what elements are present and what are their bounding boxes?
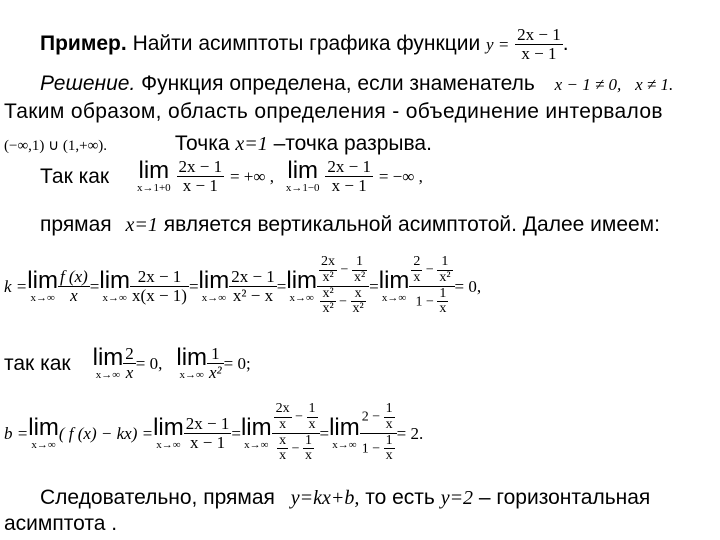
vertical-eq: x=1 [125, 214, 158, 236]
conclusion-text-4: асимптота . [4, 512, 118, 535]
sub-den: x² [439, 269, 451, 285]
frac-num: 2x − 1 [185, 413, 230, 433]
func-fraction [515, 26, 563, 63]
vertical-pre: прямая [40, 213, 112, 236]
sub-den: x [279, 416, 287, 432]
limit-left-result: = −∞ , [378, 166, 423, 186]
frac-den [317, 287, 369, 317]
lim-sub: x→1−0 [285, 181, 320, 194]
limit-right-result: = +∞ , [229, 166, 274, 186]
frac-den: x [125, 362, 134, 382]
lim-sub: x→∞ [332, 438, 357, 451]
lim-sub: x→1+0 [136, 181, 171, 194]
sub-num: 2x [321, 254, 336, 270]
sub-num: 1 [437, 255, 452, 271]
lim-word: lim [99, 266, 131, 294]
k-lim-5 [378, 266, 410, 304]
frac-den: x − 1 [190, 432, 226, 452]
lim-sub: x→∞ [381, 291, 407, 304]
b-lim-4 [329, 413, 360, 451]
frac-den: x [70, 285, 78, 305]
sub-num: 2x [275, 401, 290, 417]
frac-den: x − 1 [182, 175, 218, 195]
lim-word: lim [28, 413, 59, 441]
sub-den: x² [353, 269, 366, 285]
frac-num: 1 [207, 345, 224, 364]
limit-left-fraction [325, 158, 373, 195]
frac-num: 2 [125, 343, 134, 363]
k-result: = 0, [454, 276, 482, 296]
k-label: k = [4, 276, 28, 296]
example-line [40, 26, 569, 63]
lim-word: lim [176, 343, 208, 371]
lim-word: lim [378, 266, 410, 294]
limit-right [136, 156, 171, 194]
sub-num: 1 [385, 432, 393, 448]
k-lim-4 [286, 266, 318, 304]
since2-res-a: = 0, [135, 353, 163, 373]
point-tail: –точка разрыва. [273, 132, 432, 155]
sub-num: 1 [439, 285, 447, 301]
frac-den: x − 1 [331, 175, 367, 195]
sub-text: 2 − [361, 409, 381, 425]
sub-num: x [279, 432, 287, 448]
sub-num: 1 [308, 401, 316, 417]
k-frac-2 [130, 268, 189, 305]
solution-text: Функция определена, если знаменатель [141, 72, 535, 95]
sub-den: x [279, 448, 287, 464]
since2-lim-b [176, 343, 208, 381]
k-frac-4 [317, 255, 369, 317]
frac-den: x(x − 1) [132, 285, 187, 305]
func-denominator: x − 1 [521, 43, 557, 63]
eq-sign: = [188, 276, 199, 296]
k-calculation [4, 240, 481, 332]
frac-den [409, 287, 454, 317]
eq-sign: = [89, 276, 100, 296]
conclusion-text-2: то есть [365, 486, 435, 509]
b-frac-2 [272, 402, 320, 464]
minus: − [291, 440, 300, 456]
frac-den [360, 434, 397, 464]
sub-den: x [385, 416, 393, 432]
lim-word: lim [198, 266, 230, 294]
sub-den: x [308, 416, 316, 432]
since2-line [4, 340, 251, 386]
b-lim-1 [28, 413, 59, 451]
point-eq: x=1 [235, 133, 268, 155]
conclusion-line [40, 487, 650, 508]
eq-sign: = [231, 423, 241, 443]
sub-den: x [385, 448, 393, 464]
k-frac-5 [409, 255, 454, 317]
cond-1: x − 1 ≠ 0, [554, 75, 622, 94]
b-label: b = [4, 423, 29, 443]
cond-2: x ≠ 1. [635, 75, 674, 94]
sub-num: x² [322, 285, 334, 301]
since2-lim-a [92, 343, 124, 381]
frac-num [409, 255, 454, 286]
frac-num [272, 402, 320, 433]
discontinuity-line [4, 133, 432, 154]
lim-sub: x→∞ [289, 291, 314, 304]
limits-line [40, 158, 423, 195]
vertical-text: является вертикальной асимптотой. Далее имеем: [163, 213, 660, 236]
sub-den: x² [322, 301, 334, 317]
since-label: Так как [40, 164, 110, 188]
eq-sign: = [369, 276, 379, 296]
frac-num: 2x − 1 [231, 266, 275, 286]
since2-frac-a [123, 345, 136, 382]
b-calculation [4, 388, 423, 478]
lim-word: lim [286, 266, 318, 294]
func-numerator: 2x − 1 [517, 25, 561, 44]
sub-text: 1 − [415, 293, 434, 309]
task-text: Найти асимптоты графика функции [132, 31, 481, 55]
lim-sub: x→∞ [156, 438, 181, 451]
b-frac-1 [184, 415, 232, 452]
lim-sub: x→∞ [179, 368, 204, 381]
eq-sign: = [276, 276, 287, 296]
b-lim-2 [153, 413, 184, 451]
lim-sub: x→∞ [31, 438, 56, 451]
minus: − [425, 262, 434, 278]
sub-num: x [351, 287, 366, 303]
frac-num: 2x − 1 [130, 268, 189, 287]
frac-den: x² − x [232, 285, 274, 305]
sub-num: 1 [305, 432, 312, 448]
frac-num [360, 402, 397, 433]
sub-num: 1 [352, 255, 367, 271]
lim-sub: x→∞ [201, 291, 227, 304]
since2-res-b: = 0; [223, 353, 251, 373]
domain-text: Таким образом, область определения - объединение интервалов [4, 100, 663, 123]
frac-num: 2x − 1 [178, 157, 223, 176]
frac-num: 2x − 1 [327, 157, 371, 176]
b-result: = 2. [396, 423, 424, 443]
limit-left [285, 156, 320, 194]
since2-label: так как [4, 351, 71, 375]
sub-den: x [305, 448, 312, 464]
k-frac-1 [58, 268, 90, 305]
sub-den: x [439, 301, 447, 317]
lim-word: lim [27, 266, 58, 294]
lim-word: lim [92, 343, 124, 371]
k-lim-3 [198, 266, 230, 304]
lim-word: lim [153, 413, 184, 441]
limit-right-fraction [177, 158, 225, 195]
frac-den: x² [209, 362, 222, 382]
sub-den: x² [322, 269, 334, 285]
minus: − [295, 409, 303, 425]
solution-label: Решение. [40, 72, 136, 95]
conclusion-eq: y=kx+b, [290, 487, 360, 509]
b-lim-3 [240, 413, 272, 451]
lim-word: lim [287, 156, 319, 184]
vertical-asymptote-line [40, 214, 660, 235]
lim-sub: x→∞ [102, 291, 127, 304]
domain-line [4, 101, 663, 122]
eq-sign: = [319, 423, 330, 443]
minus: − [340, 262, 349, 278]
sub-num: 2 [413, 254, 421, 270]
sub-num: 1 [385, 401, 393, 417]
point-text: Точка [174, 132, 230, 155]
conclusion-eq-2: y=2 [440, 487, 474, 509]
frac-num: f (x) [59, 266, 88, 286]
k-lim-2 [99, 266, 131, 304]
lim-sub: x→∞ [95, 368, 121, 381]
sub-den: x² [352, 301, 364, 317]
sub-den: x [413, 269, 421, 285]
example-label: Пример. [40, 31, 127, 55]
b-expr: ( f (x) − kx) = [58, 423, 154, 443]
solution-line [40, 73, 673, 94]
k-frac-3 [229, 268, 277, 305]
sub-text: 1 − [361, 440, 381, 456]
func-end: . [562, 31, 569, 55]
lim-word: lim [138, 156, 170, 184]
frac-den [272, 434, 320, 464]
lim-sub: x→∞ [30, 291, 55, 304]
lim-sub: x→∞ [244, 438, 269, 451]
minus: − [339, 293, 348, 309]
k-lim-1 [27, 266, 58, 304]
func-lhs: y = [486, 34, 510, 54]
interval: (−∞,1) ∪ (1,+∞). [4, 138, 108, 154]
lim-word: lim [240, 413, 272, 441]
b-frac-3 [360, 402, 397, 464]
frac-num [317, 255, 369, 286]
conclusion-text: Следовательно, прямая [40, 486, 275, 509]
conclusion-line-2 [4, 513, 117, 534]
lim-word: lim [329, 413, 360, 441]
since2-frac-b [207, 345, 224, 382]
conclusion-text-3: – горизонтальная [478, 486, 651, 509]
